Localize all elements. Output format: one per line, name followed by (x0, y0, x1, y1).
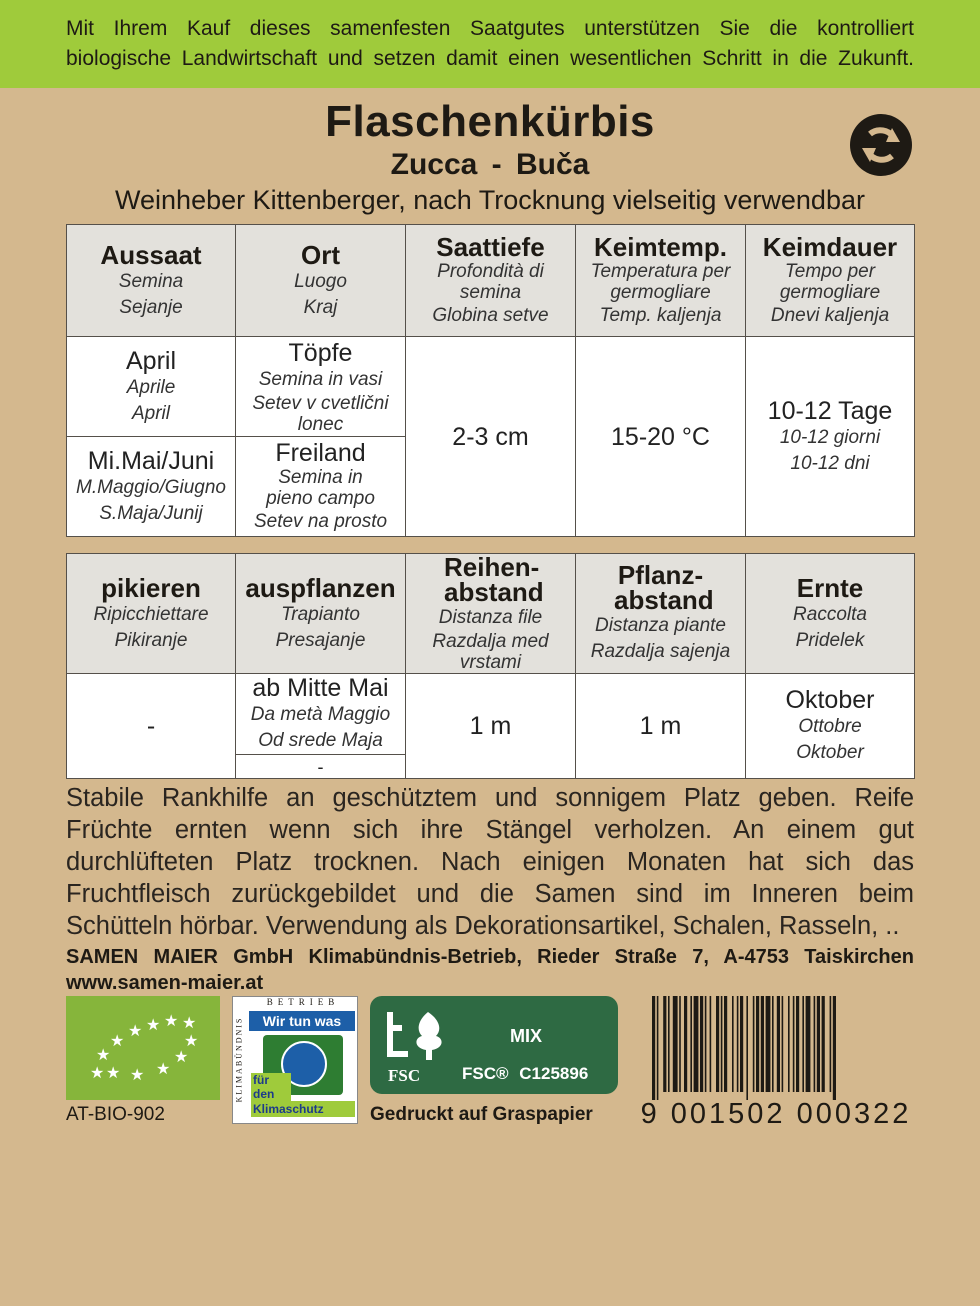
svg-text:★: ★ (130, 1065, 145, 1084)
barcode-bar (822, 996, 825, 1092)
header-keimtemp (576, 225, 746, 337)
cell-value: 10-12 Tage (767, 396, 893, 425)
fsc-logo (370, 996, 618, 1094)
header-keimdauer (746, 225, 915, 337)
banner-line-2: biologische Landwirtschaft und setzen damit einen wesentlichen Schritt in die Zukunft. (66, 47, 914, 70)
barcode-bar (700, 996, 703, 1092)
svg-text:★: ★ (128, 1021, 143, 1040)
fsc-note: Gedruckt auf Graspapier (370, 1104, 593, 1125)
barcode-bar (732, 996, 734, 1092)
fsc-tree-icon (382, 1006, 452, 1066)
barcode-bar (793, 996, 795, 1092)
cell-sl: Oktober (796, 742, 864, 763)
cell-value: Freiland (275, 438, 366, 467)
cell-it: Semina in pieno campo (266, 466, 375, 509)
klima-top-label: BETRIEB (266, 997, 340, 1007)
sowing-table-header (67, 225, 915, 337)
cell-it: 10-12 giorni (779, 426, 881, 448)
barcode-bar (817, 996, 820, 1092)
barcode-bar (684, 996, 687, 1092)
cell-saattiefe (406, 337, 576, 537)
svg-text:★: ★ (106, 1063, 121, 1082)
header-it: Ripicchiettare (93, 603, 209, 625)
header-it: Profondità di semina (437, 260, 544, 303)
barcode-bar (756, 996, 759, 1092)
header-sl: Temp. kaljenja (599, 304, 722, 326)
barcode-bar (777, 996, 780, 1092)
header-title: pikieren (101, 572, 201, 603)
cell-value: Mi.Mai/Juni (87, 446, 215, 475)
cell-value: 1 m (469, 712, 512, 740)
product-subtitle: Zucca - Buča (390, 148, 590, 181)
cell-reihenabstand (406, 674, 576, 779)
cell-pikieren (67, 674, 236, 779)
barcode-bar (806, 996, 811, 1092)
barcode-bar (710, 996, 712, 1092)
header-aussaat (67, 225, 236, 337)
cell-ort-2 (236, 437, 406, 537)
barcode-bar (814, 996, 816, 1092)
barcode-bar (833, 996, 836, 1100)
eu-organic-logo (66, 996, 220, 1100)
cell-sl: Od srede Maja (258, 730, 383, 751)
cell-sl: April (131, 402, 170, 424)
header-sl: Pikiranje (114, 629, 188, 651)
barcode-bar (690, 996, 692, 1092)
cell-keimtemp (576, 337, 746, 537)
klimabuendnis-logo (232, 996, 358, 1124)
cell-aussaat-2 (67, 437, 236, 537)
header-title: Aussaat (100, 239, 202, 270)
klima-slogan: Wir tun was (249, 1011, 355, 1031)
header-title: Reihen-abstand (444, 551, 544, 607)
cell-value: Töpfe (288, 338, 353, 367)
barcode-bar (716, 996, 719, 1092)
cell-sl: Setev v cvetlični lonec (252, 392, 389, 435)
cell-it: Da metà Maggio (250, 704, 391, 725)
svg-text:★: ★ (110, 1031, 125, 1050)
bio-banner (0, 0, 980, 88)
header-title: Keimtemp. (594, 231, 727, 262)
barcode-bar (753, 996, 755, 1092)
cell-sl: 10-12 dni (790, 452, 870, 474)
planting-table-header (67, 554, 915, 674)
header-sl: Razdalja sajenja (590, 640, 731, 662)
barcode-bar (766, 996, 771, 1092)
barcode (638, 996, 914, 1102)
cell-value: April (125, 346, 176, 375)
cell-sl: S.Maja/Junij (99, 502, 203, 524)
klima-side-label: KLIMABÜNDNIS (234, 1016, 244, 1103)
header-saattiefe (406, 225, 576, 337)
klima-fuer: für (251, 1073, 291, 1087)
cell-keimdauer (746, 337, 915, 537)
barcode-bar (830, 996, 832, 1092)
cell-sl: Setev na prosto (253, 510, 388, 532)
cell-it: Ottobre (798, 716, 862, 737)
svg-text:★: ★ (184, 1031, 199, 1050)
header-sl: Kraj (303, 296, 338, 318)
header-it: Temperatura per germogliare (590, 260, 731, 303)
cell-value: Oktober (785, 686, 875, 714)
title-area (0, 96, 980, 218)
svg-text:★: ★ (182, 1013, 197, 1032)
header-title: Saattiefe (436, 231, 545, 262)
header-sl: Razdalja med vrstami (432, 630, 549, 673)
fsc-code-line (462, 1064, 588, 1084)
header-title: Ernte (796, 572, 864, 603)
header-it: Tempo per germogliare (779, 260, 881, 303)
eu-leaf-stars-icon (66, 996, 220, 1100)
header-it: Luogo (294, 270, 347, 292)
banner-line-1: Mit Ihrem Kauf dieses samenfesten Saatgutes unterstützen Sie die kontrolliert (66, 17, 914, 40)
cell-value: 1 m (639, 712, 682, 740)
sowing-table (66, 224, 915, 537)
planting-row-1 (67, 674, 915, 755)
barcode-bar (705, 996, 707, 1092)
barcode-bar (694, 996, 699, 1092)
cell-pflanzabstand (576, 674, 746, 779)
barcode-bar (679, 996, 681, 1092)
header-sl: Presajanje (275, 629, 366, 651)
svg-text:★: ★ (146, 1015, 161, 1034)
eu-bio-code: AT-BIO-902 (66, 1104, 165, 1125)
cell-value: - (317, 756, 324, 777)
fsc-label: FSC (388, 1066, 421, 1085)
barcode-bar (673, 996, 678, 1092)
barcode-bar (772, 996, 774, 1092)
barcode-bar (657, 996, 659, 1100)
header-sl: Sejanje (119, 296, 183, 318)
barcode-bar (796, 996, 799, 1092)
company-info (66, 944, 914, 996)
svg-text:★: ★ (96, 1045, 111, 1064)
header-title: Keimdauer (762, 231, 898, 262)
header-title: Pflanz-abstand (614, 559, 714, 615)
barcode-bar (737, 996, 739, 1092)
product-description: Weinheber Kittenberger, nach Trocknung vielseitig verwendbar (115, 185, 865, 215)
barcode-bar (721, 996, 723, 1092)
sowing-row-1 (67, 337, 915, 437)
klima-den: den (251, 1087, 291, 1101)
cell-ort-1 (236, 337, 406, 437)
header-it: Distanza file (438, 606, 543, 628)
header-pikieren (67, 554, 236, 674)
svg-text:★: ★ (90, 1063, 105, 1082)
header-sl: Dnevi kaljenja (770, 304, 890, 326)
cell-it: Aprile (126, 376, 176, 398)
recycle-icon (848, 112, 914, 178)
header-title: auspflanzen (245, 572, 396, 603)
barcode-bar (740, 996, 743, 1092)
svg-text:★: ★ (164, 1011, 179, 1030)
company-website: www.samen-maier.at (66, 972, 264, 994)
header-title: Ort (301, 239, 340, 270)
cell-aussaat-1 (67, 337, 236, 437)
barcode-bar (782, 996, 784, 1092)
cell-value: 15-20 °C (611, 422, 710, 451)
barcode-bar (802, 996, 804, 1092)
barcode-bar (724, 996, 727, 1092)
barcode-bar (663, 996, 666, 1092)
planting-table (66, 553, 915, 779)
header-it: Raccolta (793, 603, 867, 625)
cell-value: 2-3 cm (452, 422, 529, 451)
barcode-bar (652, 996, 655, 1100)
header-sl: Pridelek (795, 629, 865, 651)
cell-auspflanzen-2 (236, 755, 406, 779)
klima-klimaschutz: Klimaschutz (251, 1101, 355, 1117)
header-it: Semina (118, 270, 184, 292)
cell-value: ab Mitte Mai (252, 674, 389, 702)
cell-auspflanzen-1 (236, 674, 406, 755)
header-it: Distanza piante (595, 614, 726, 636)
header-ort (236, 225, 406, 337)
header-ernte (746, 554, 915, 674)
header-it: Trapianto (281, 603, 360, 625)
barcode-bar (788, 996, 790, 1092)
header-sl: Globina setve (432, 304, 549, 326)
header-auspflanzen (236, 554, 406, 674)
svg-text:★: ★ (174, 1047, 189, 1066)
cell-it: Semina in vasi (258, 368, 383, 390)
cell-ernte (746, 674, 915, 779)
cell-it: M.Maggio/Giugno (76, 476, 226, 498)
barcode-bar (746, 996, 748, 1100)
care-instructions: Stabile Rankhilfe an geschütztem und sonnigem Platz geben. Reife Früchte ernten wenn sich ihre Stängel verholzen. An einem gut durchlüfteten Platz trocknen. Nach einigen Monaten hat sich das Fruchtfleisch zurückgebildet und die Samen sind im Inneren beim Schütteln hörbar. Verwendung als Dekorationsartikel, Schalen, Rasseln, .. (66, 784, 914, 940)
fsc-code: C125896 (519, 1064, 589, 1083)
fsc-mix: MIX (510, 1026, 543, 1046)
product-title: Flaschenkürbis (325, 97, 655, 146)
cell-value: - (146, 712, 156, 740)
company-address: SAMEN MAIER GmbH Klimabündnis-Betrieb, Rieder Straße 7, A-4753 Taiskirchen (66, 946, 914, 968)
barcode-number: 9 001502 000322 (640, 1098, 912, 1130)
header-pflanzabstand (576, 554, 746, 674)
svg-text:★: ★ (156, 1059, 171, 1078)
barcode-bar (668, 996, 670, 1092)
barcode-bar (761, 996, 764, 1092)
header-reihenabstand (406, 551, 576, 674)
fsc-code-label: FSC® (462, 1064, 509, 1083)
